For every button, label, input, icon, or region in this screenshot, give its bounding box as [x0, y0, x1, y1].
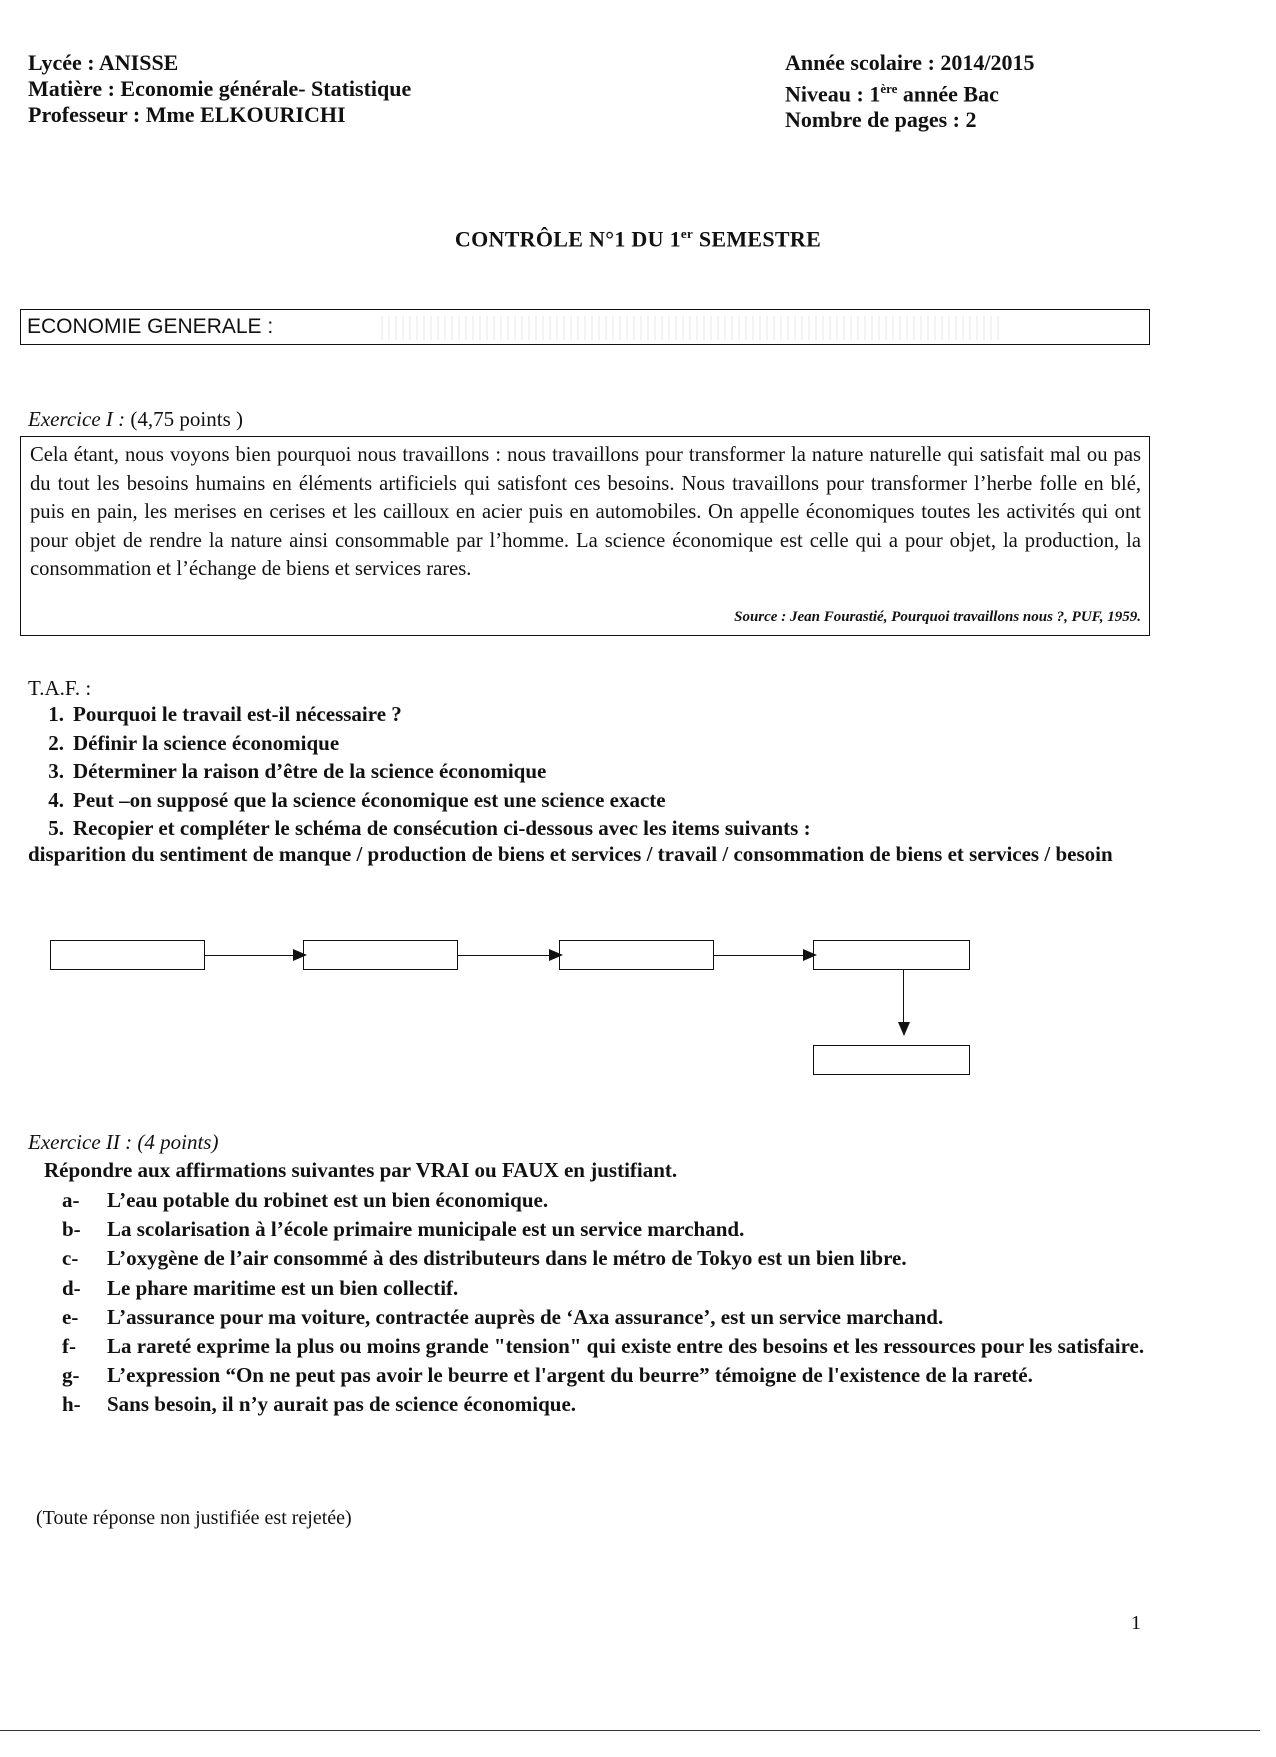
exercise2-heading: Exercice II : (4 points): [28, 1130, 219, 1154]
statement-item: c- L’oxygène de l’air consommé à des distributeurs dans le métro de Tokyo est un bien libre.: [62, 1246, 907, 1271]
header-right: [785, 50, 1035, 133]
exercise2-instruction: Répondre aux affirmations suivantes par VRAI ou FAUX en justifiant.: [44, 1158, 678, 1182]
schema-box-4: [813, 940, 970, 970]
schema-arrow-1: [205, 955, 293, 956]
level-line: Niveau : 1ère année Bac: [785, 81, 999, 107]
exercise1-text: Cela étant, nous voyons bien pourquoi nous travaillons : nous travaillons pour transformer la nature naturelle qui satisfait mal ou pas du tout les besoins humains en éléments artificiels qui satisfont ces besoins. Nous travaillons pour transformer l’herbe folle en blé, puis en pain, les merises en cerises et les cailloux en acier puis en automobiles. On appelle économiques toutes les activités qui ont pour objet de rendre la nature ainsi consommable par l’homme. La science économique est celle qui a pour objet, la production, la consommation et l’échange de biens et services rares.: [30, 444, 1141, 581]
statement-item: f- La rareté exprime la plus ou moins grande "tension" qui existe entre des besoins et les ressources pour les satisfaire.: [62, 1334, 1145, 1359]
schema-box-2: [303, 940, 458, 970]
taf-label: T.A.F. :: [28, 676, 92, 700]
schema-box-1: [50, 940, 205, 970]
exercise1-text-box: [20, 436, 1150, 636]
schema-box-5: [813, 1045, 970, 1075]
statement-item: e- L’assurance pour ma voiture, contractée auprès de ‘Axa assurance’, est un service marchand.: [62, 1304, 944, 1329]
question-item: 3. Déterminer la raison d’être de la science économique: [48, 759, 547, 783]
exercise1-source: Source : Jean Fourastié, Pourquoi travaillons nous ?, PUF, 1959.: [734, 609, 1141, 626]
question-list: [28, 700, 811, 843]
section-heading-box: [20, 309, 1150, 345]
scan-noise: [381, 316, 1001, 340]
section-heading: ECONOMIE GENERALE :: [27, 315, 274, 338]
question-item: 1. Pourquoi le travail est-il nécessaire ?: [48, 702, 402, 726]
question-item: 2. Définir la science économique: [48, 730, 340, 755]
page-title: CONTRÔLE N°1 DU 1er SEMESTRE: [454, 226, 822, 252]
bottom-rule: [0, 1730, 1260, 1731]
school-line: Lycée : ANISSE: [28, 50, 179, 75]
question-item: 4. Peut –on supposé que la science économique est une science exacte: [48, 787, 666, 812]
statement-item: g- L’expression “On ne peut pas avoir le beurre et l'argent du beurre” témoigne de l'existence de la rareté.: [62, 1363, 1033, 1388]
statement-item: h- Sans besoin, il n’y aurait pas de science économique.: [62, 1392, 577, 1417]
schema-arrow-2: [458, 955, 549, 956]
schema-arrow-down: [903, 970, 904, 1024]
schema-items: disparition du sentiment de manque / production de biens et services / travail / consommation de biens et services / besoin: [28, 842, 1113, 866]
school-year-line: Année scolaire : 2014/2015: [785, 50, 1035, 75]
statement-list: [62, 1186, 1150, 1420]
statement-item: b- La scolarisation à l’école primaire municipale est un service marchand.: [62, 1217, 745, 1242]
schema-arrow-3: [714, 955, 803, 956]
justification-note: (Toute réponse non justifiée est rejetée): [36, 1507, 352, 1529]
question-item: 5. Recopier et compléter le schéma de consécution ci-dessous avec les items suivants :: [48, 816, 811, 840]
page-number: 1: [1131, 1612, 1141, 1634]
page-count-line: Nombre de pages : 2: [785, 107, 977, 133]
statement-item: a- L’eau potable du robinet est un bien économique.: [62, 1188, 549, 1212]
header-left: [28, 50, 411, 128]
schema-box-3: [559, 940, 714, 970]
exercise1-heading: Exercice I : (4,75 points ): [28, 407, 243, 431]
subject-line: Matière : Economie générale- Statistique: [28, 76, 412, 101]
schema-arrowhead-down: [898, 1022, 910, 1036]
teacher-line: Professeur : Mme ELKOURICHI: [28, 102, 346, 127]
statement-item: d- Le phare maritime est un bien collectif.: [62, 1275, 459, 1300]
